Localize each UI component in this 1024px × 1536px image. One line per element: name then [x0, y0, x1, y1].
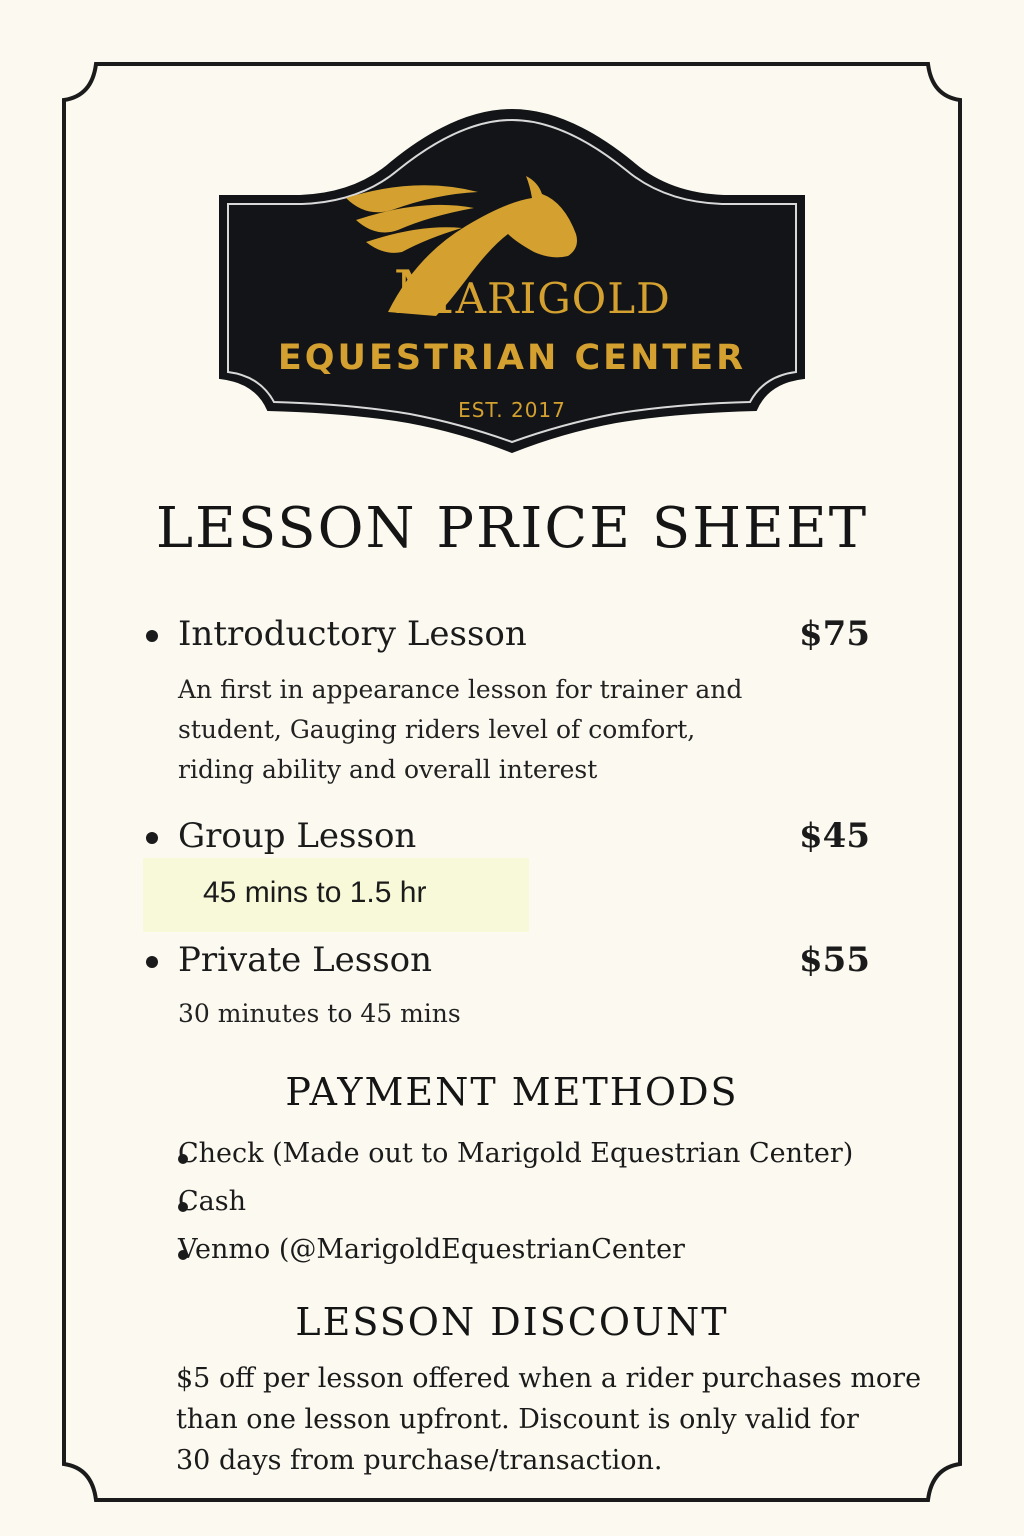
- lesson-discount-text: [176, 1358, 922, 1481]
- lesson-group: [146, 816, 876, 860]
- payment-method: Venmo (@MarigoldEquestrianCenter: [178, 1234, 685, 1265]
- list-item: [146, 1234, 906, 1282]
- bullet-icon: [146, 956, 158, 968]
- description-line: student, Gauging riders level of comfort,: [178, 715, 696, 744]
- discount-line: 30 days from purchase/transaction.: [176, 1445, 663, 1476]
- lesson-introductory: [146, 614, 876, 790]
- lesson-price: $55: [799, 940, 870, 980]
- payment-method: Check (Made out to Marigold Equestrian Center): [178, 1138, 854, 1169]
- lesson-price: $45: [799, 816, 870, 856]
- logo: [216, 106, 808, 458]
- lesson-name: Group Lesson: [178, 816, 417, 856]
- description-line: riding ability and overall interest: [178, 755, 598, 784]
- lesson-description-highlight: [143, 858, 529, 932]
- discount-line: $5 off per lesson offered when a rider purchases more: [176, 1363, 922, 1394]
- logo-established: EST. 2017: [458, 398, 566, 422]
- payment-method: Cash: [178, 1186, 247, 1217]
- payment-methods-list: [146, 1138, 906, 1282]
- description-line: 30 minutes to 45 mins: [178, 999, 461, 1028]
- list-item: [146, 1186, 906, 1234]
- logo-subtitle: EQUESTRIAN CENTER: [277, 338, 747, 378]
- lesson-description: 45 mins to 1.5 hr: [203, 876, 427, 909]
- lesson-price: $75: [799, 614, 870, 654]
- page-title: LESSON PRICE SHEET: [155, 496, 869, 561]
- description-line: An first in appearance lesson for trainer and: [178, 675, 743, 704]
- bullet-icon: [146, 832, 158, 844]
- lesson-name: Introductory Lesson: [178, 614, 527, 654]
- lesson-private: [146, 940, 876, 1034]
- lesson-discount-title: LESSON DISCOUNT: [295, 1300, 729, 1344]
- logo-name: Marigold: [393, 258, 671, 328]
- lesson-description: [178, 994, 876, 1034]
- list-item: [146, 1138, 906, 1186]
- discount-line: than one lesson upfront. Discount is only valid for: [176, 1404, 859, 1435]
- payment-methods-title: PAYMENT METHODS: [285, 1070, 739, 1114]
- bullet-icon: [146, 630, 158, 642]
- lesson-description: [178, 670, 876, 790]
- lesson-name: Private Lesson: [178, 940, 433, 980]
